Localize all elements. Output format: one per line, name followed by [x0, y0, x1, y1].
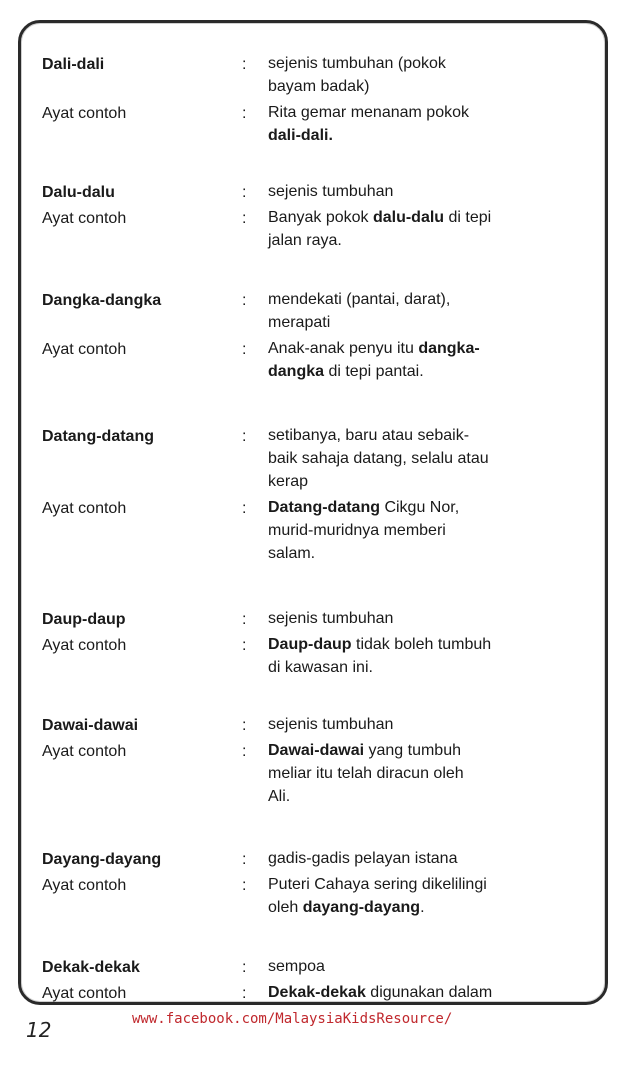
example-keyword: dangka: [268, 363, 325, 380]
example-text: di kawasan ini.: [268, 659, 373, 676]
meaning-line: sejenis tumbuhan: [268, 716, 394, 733]
example-line: [268, 873, 588, 896]
example-line: [268, 785, 588, 808]
example-keyword: Dawai-dawai: [268, 742, 365, 759]
example-line: [268, 542, 588, 565]
example-text: yang tumbuh: [364, 742, 461, 759]
example-text: di tepi: [444, 209, 492, 226]
dictionary-entry: [42, 847, 602, 916]
colon-separator: :: [242, 56, 247, 73]
colon-separator: :: [242, 743, 247, 760]
entry-word-row: [42, 288, 602, 337]
example-text: salam.: [268, 545, 316, 562]
meaning-line: merapati: [268, 314, 331, 331]
example-keyword: dayang-dayang: [302, 899, 421, 916]
entry-word: Dekak-dekak: [42, 959, 140, 976]
example-label: Ayat contoh: [42, 105, 127, 122]
example-text: oleh: [268, 899, 303, 916]
example-text: jalan raya.: [268, 232, 342, 249]
example-text: Rita gemar menanam pokok: [268, 104, 469, 121]
entry-word-row: [42, 847, 602, 873]
colon-separator: :: [242, 428, 247, 445]
example-text: Banyak pokok: [268, 209, 373, 226]
entry-example: [268, 337, 588, 383]
meaning-line: setibanya, baru atau sebaik-: [268, 427, 470, 444]
example-keyword: Datang-datang: [268, 499, 380, 516]
dictionary-entry: [42, 955, 602, 1007]
meaning-line: sejenis tumbuhan: [268, 183, 394, 200]
example-text: Cikgu Nor,: [380, 499, 460, 516]
entry-example: [268, 873, 588, 919]
example-line: [268, 496, 588, 519]
colon-separator: :: [242, 105, 247, 122]
entry-word: Datang-datang: [42, 428, 154, 445]
entry-example: [268, 496, 588, 565]
colon-separator: :: [242, 500, 247, 517]
dictionary-entry: [42, 180, 602, 249]
example-line: [268, 360, 588, 383]
colon-separator: :: [242, 851, 247, 868]
example-label: Ayat contoh: [42, 877, 127, 894]
example-text: tidak boleh tumbuh: [351, 636, 492, 653]
dictionary-entry: [42, 288, 602, 380]
example-label: Ayat contoh: [42, 637, 127, 654]
entry-example-row: [42, 496, 602, 562]
example-label: Ayat contoh: [42, 341, 127, 358]
colon-separator: :: [242, 292, 247, 309]
meaning-line: sempoa: [268, 958, 325, 975]
example-keyword: Dekak-dekak: [268, 984, 366, 1001]
colon-separator: :: [242, 637, 247, 654]
entry-word: Dalu-dalu: [42, 184, 115, 201]
entry-example-row: [42, 206, 602, 249]
entry-example: [268, 981, 588, 1004]
entry-word-row: [42, 180, 602, 206]
example-line: [268, 739, 588, 762]
example-line: [268, 124, 588, 147]
example-line: [268, 519, 588, 542]
entry-word-row: [42, 424, 602, 496]
example-line: [268, 656, 588, 679]
meaning-line: sejenis tumbuhan: [268, 610, 394, 627]
entry-meaning: [268, 52, 588, 98]
footer-url: www.facebook.com/MalaysiaKidsResource/: [132, 1011, 453, 1027]
entry-word: Dangka-dangka: [42, 292, 162, 309]
page-number: 12: [26, 1018, 52, 1042]
entry-meaning: [268, 180, 588, 203]
colon-separator: :: [242, 717, 247, 734]
example-text: .: [420, 899, 425, 916]
meaning-line: sejenis tumbuhan (pokok: [268, 55, 446, 72]
entry-word: Dayang-dayang: [42, 851, 162, 868]
entry-example-row: [42, 337, 602, 380]
meaning-line: bayam badak): [268, 78, 370, 95]
meaning-line: gadis-gadis pelayan istana: [268, 850, 458, 867]
entry-word-row: [42, 955, 602, 981]
meaning-line: kerap: [268, 473, 309, 490]
entry-meaning: [268, 955, 588, 978]
example-text: Ali.: [268, 788, 291, 805]
colon-separator: :: [242, 877, 247, 894]
example-text: di tepi pantai.: [324, 363, 424, 380]
entry-example-row: [42, 739, 602, 805]
entry-example: [268, 633, 588, 679]
colon-separator: :: [242, 210, 247, 227]
example-keyword: dalu-dalu: [372, 209, 445, 226]
entry-meaning: [268, 607, 588, 630]
entry-example-row: [42, 101, 602, 144]
example-text: murid-muridnya memberi: [268, 522, 446, 539]
colon-separator: :: [242, 341, 247, 358]
example-line: [268, 206, 588, 229]
example-line: [268, 896, 588, 919]
meaning-line: baik sahaja datang, selalu atau: [268, 450, 489, 467]
dictionary-entry: [42, 52, 602, 144]
entry-meaning: [268, 713, 588, 736]
entry-word-row: [42, 607, 602, 633]
example-keyword: dali-dali.: [268, 127, 333, 144]
meaning-line: mendekati (pantai, darat),: [268, 291, 451, 308]
entry-example-row: [42, 633, 602, 676]
example-text: meliar itu telah diracun oleh: [268, 765, 464, 782]
entry-meaning: [268, 288, 588, 334]
example-line: [268, 229, 588, 252]
entry-word: Daup-daup: [42, 611, 126, 628]
example-text: digunakan dalam: [365, 984, 493, 1001]
example-label: Ayat contoh: [42, 210, 127, 227]
dictionary-entry: [42, 424, 602, 562]
example-text: Anak-anak penyu itu: [268, 340, 419, 357]
example-label: Ayat contoh: [42, 500, 127, 517]
colon-separator: :: [242, 184, 247, 201]
entry-example: [268, 739, 588, 808]
entry-meaning: [268, 847, 588, 870]
entry-example-row: [42, 873, 602, 916]
example-label: Ayat contoh: [42, 743, 127, 760]
entry-example-row: [42, 981, 602, 1007]
example-line: [268, 633, 588, 656]
entry-word-row: [42, 52, 602, 101]
dictionary-entry: [42, 607, 602, 676]
colon-separator: :: [242, 959, 247, 976]
example-keyword: dangka-: [418, 340, 480, 357]
entry-example: [268, 206, 588, 252]
example-line: [268, 981, 588, 1004]
example-line: [268, 101, 588, 124]
example-text: Puteri Cahaya sering dikelilingi: [268, 876, 487, 893]
entry-meaning: [268, 424, 588, 493]
entry-word: Dali-dali: [42, 56, 105, 73]
colon-separator: :: [242, 985, 247, 1002]
entry-word-row: [42, 713, 602, 739]
entry-example: [268, 101, 588, 147]
example-label: Ayat contoh: [42, 985, 127, 1002]
example-line: [268, 762, 588, 785]
colon-separator: :: [242, 611, 247, 628]
entry-word: Dawai-dawai: [42, 717, 139, 734]
dictionary-entry: [42, 713, 602, 805]
example-keyword: Daup-daup: [268, 636, 352, 653]
example-line: [268, 337, 588, 360]
